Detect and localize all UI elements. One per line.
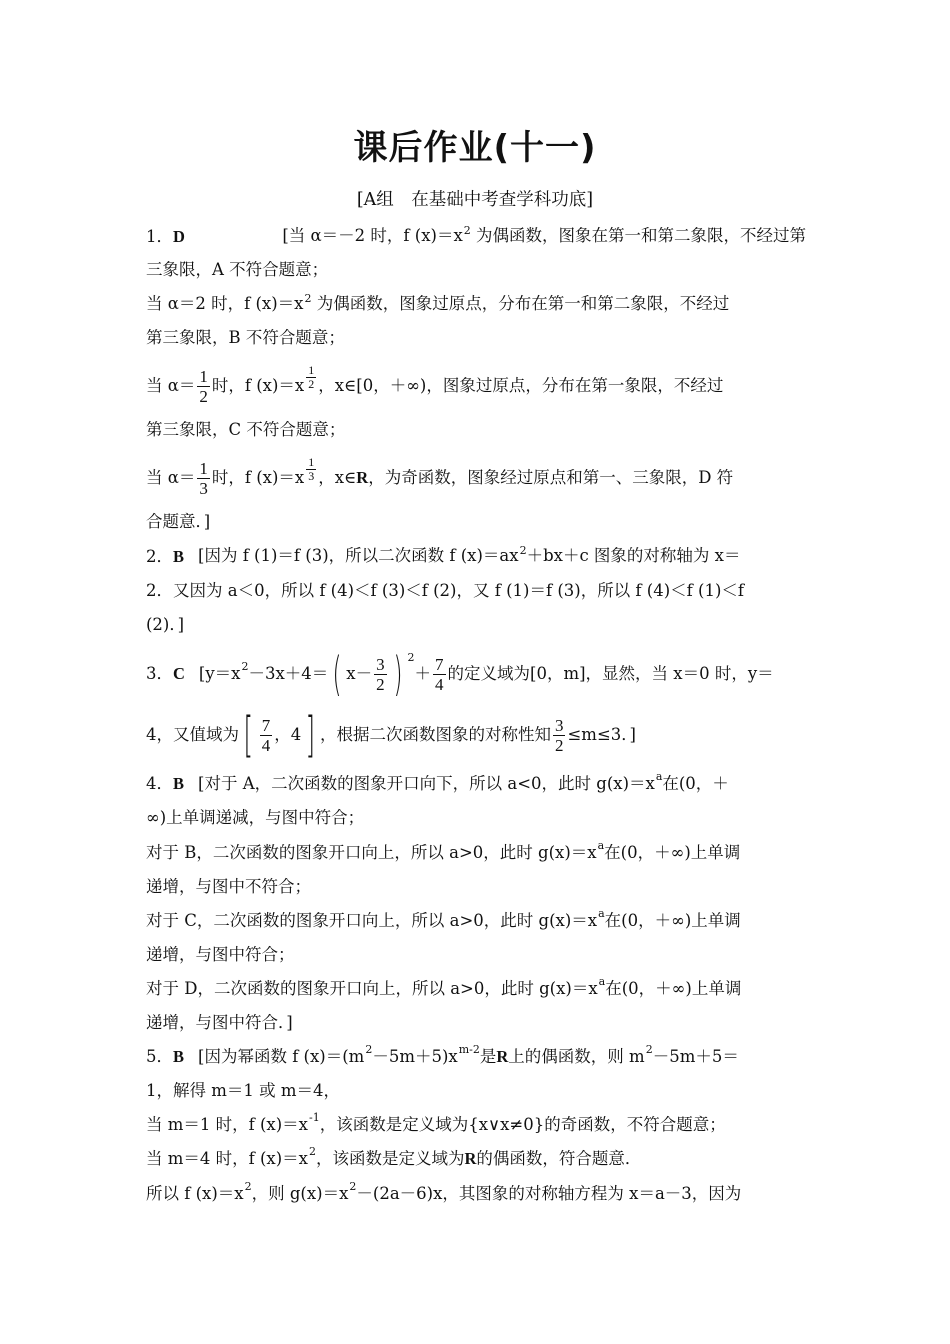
fraction-three-halves: $\frac{3}{2}$ xyxy=(376,654,385,694)
fraction-seven-fourths-range: $\frac{7}{4}$ xyxy=(261,715,271,755)
fraction-one-third: $\frac{1}{3}$ xyxy=(199,458,208,498)
q5-line-4: 当 m＝4 时，f (x)＝x 2 ，该函数是定义域为 R 的偶函数，符合题意． xyxy=(146,1145,642,1168)
fraction-one-half: $\frac{1}{2}$ xyxy=(199,366,208,406)
q1-number-answer: 1．D xyxy=(146,227,185,246)
right-paren: ) xyxy=(393,647,403,701)
q2-line-3: (2)．] xyxy=(146,615,185,634)
q3-answer: C xyxy=(173,664,185,683)
q4-line-1: 4． B [对于 A，二次函数的图象开口向下，所以 a<0，此时 g(x)＝x a 在(0，＋ xyxy=(146,770,806,798)
q5-line-3: 当 m＝1 时，f (x)＝x -1 ，该函数是定义域为{x∨x≠0}的奇函数，不符合题意； xyxy=(146,1111,726,1134)
q4-line-2: ∞)上单调递减，与图中符合； xyxy=(146,808,365,827)
q1-line-3: 当 α＝2 时，f $(x)=x^2$ 为偶函数，图象过原点，分布在第一和第二象限，不经过 xyxy=(146,292,730,313)
q4-line-7: 对于 D，二次函数的图象开口向上，所以 a>0，此时 g(x)＝x a 在(0，＋∞)上单调 xyxy=(146,975,742,998)
fraction-seven-fourths: $\frac{7}{4}$ xyxy=(435,654,444,694)
exponent-one-half: $\frac{1}{2}$ xyxy=(308,362,315,391)
q5-line-1: 5． B [因为幂函数 f (x)＝(m 2 －5m＋5)x m-2 是 R 上的偶函数，则 m 2 －5m＋5＝ xyxy=(146,1043,806,1071)
q1-answer: D xyxy=(173,227,185,246)
q1-text-1: [当 α＝－2 时，f $(x)=x^2$ 为偶函数，图象在第一和第二象限，不经过第 xyxy=(282,224,806,245)
q4-line-5: 对于 C，二次函数的图象开口向上，所以 a>0，此时 g(x)＝x a 在(0，＋∞)上单调 xyxy=(146,907,741,930)
q5-answer: B xyxy=(173,1047,185,1066)
q2-answer: B xyxy=(173,547,185,566)
q3-line-1: 3． C [y＝x 2 －3x＋4＝ ( x－ $\frac{3}{2}$ ) 2 ＋ $\frac{7}{4}$ 的定义域为[0，m]，显然，当 x＝0 时，y＝ xyxy=(146,647,774,701)
section-subtitle: [A组 在基础中考查学科功底] xyxy=(356,190,594,210)
left-bracket: [ xyxy=(243,707,254,763)
q1-line-7: 当 α＝ $\frac{1}{3}$ 时，f (x)＝x $\frac{1}{3}$ ，x∈ R ，为奇函数，图象经过原点和第一、三象限，D 符 xyxy=(146,454,734,498)
q5-line-5: 所以 f (x)＝x 2 ，则 g(x)＝x 2 －(2a－6)x，其图象的对称轴方程为 x＝a－3，因为 xyxy=(146,1180,742,1203)
q1-line-5: 当 α＝ $\frac{1}{2}$ 时，f (x)＝x $\frac{1}{2}$ ，x∈[0，＋∞)，图象过原点，分布在第一象限，不经过 xyxy=(146,362,724,406)
q4-line-4: 递增，与图中不符合； xyxy=(146,877,311,896)
q1-line-8: 合题意．] xyxy=(146,512,211,531)
right-bracket: ] xyxy=(305,707,316,763)
q4-answer: B xyxy=(173,774,185,793)
q5-line-2: 1，解得 m＝1 或 m＝4， xyxy=(146,1081,341,1100)
q2-line-1: 2． B [因为 f (1)＝f (3)，所以二次函数 f $(x)=ax^2+bx+c$ 图象的对称轴为 x＝ xyxy=(146,542,806,572)
fraction-three-halves-bound: $\frac{3}{2}$ xyxy=(554,715,564,755)
q4-line-3: 对于 B，二次函数的图象开口向上，所以 a>0，此时 g(x)＝x a 在(0，＋∞)上单调 xyxy=(146,839,741,862)
exponent-one-third: $\frac{1}{3}$ xyxy=(308,454,315,483)
page-title: 课后作业(十一) xyxy=(353,128,597,168)
q1-line-2: 三象限，A 不符合题意； xyxy=(146,260,329,279)
q4-line-8: 递增，与图中符合．] xyxy=(146,1013,293,1032)
q1-line-1 xyxy=(146,222,806,252)
q3-line-2: 4，又值域为 [ $\frac{7}{4}$ ，4 ] ，根据二次函数图象的对称性知 $\frac{3}{2}$ ≤m≤3．] xyxy=(146,707,636,763)
q2-line-2: 2．又因为 a＜0，所以 f (4)＜f (3)＜f (2)，又 f (1)＝f (3)，所以 f (4)＜f (1)＜f xyxy=(146,581,744,600)
q1-line-4: 第三象限，B 不符合题意； xyxy=(146,328,345,347)
left-paren: ( xyxy=(332,647,342,701)
q4-line-6: 递增，与图中符合； xyxy=(146,945,295,964)
q1-line-6: 第三象限，C 不符合题意； xyxy=(146,420,346,439)
